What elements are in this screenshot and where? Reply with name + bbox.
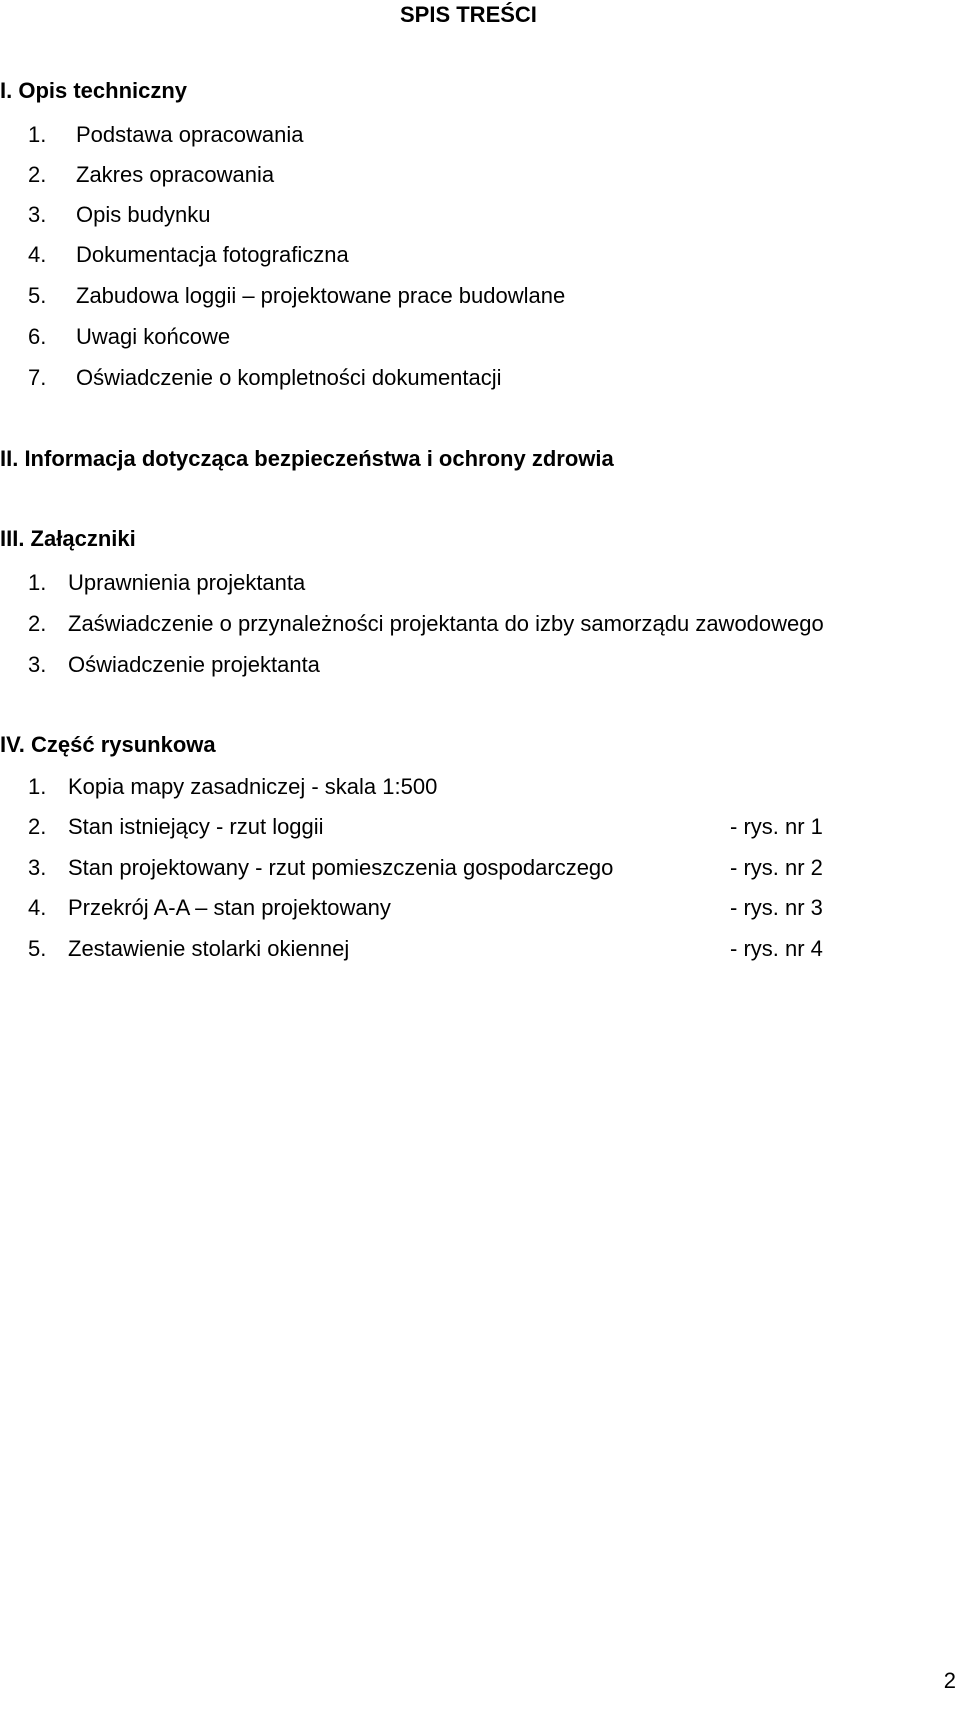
toc-item-number: 4.	[28, 242, 47, 267]
section-heading-opis-techniczny: I. Opis techniczny	[0, 78, 188, 103]
toc-item-text: Przekrój A-A – stan projektowany	[68, 895, 391, 920]
toc-item-number: 3.	[28, 202, 47, 227]
toc-item-text: Stan istniejący - rzut loggii	[68, 814, 324, 839]
toc-item-number: 2.	[28, 162, 47, 187]
section-heading-zalaczniki: III. Załączniki	[0, 526, 136, 551]
section-heading-bioz: II. Informacja dotycząca bezpieczeństwa i ochrony zdrowia	[0, 446, 614, 471]
toc-item-drawing-ref: - rys. nr 2	[730, 855, 823, 880]
toc-item-number: 3.	[28, 855, 47, 880]
toc-item-number: 5.	[28, 936, 47, 961]
toc-item-number: 5.	[28, 283, 47, 308]
toc-item-text: Stan projektowany - rzut pomieszczenia gospodarczego	[68, 855, 614, 880]
toc-item-number: 1.	[28, 570, 47, 595]
toc-item-text: Zabudowa loggii – projektowane prace budowlane	[76, 283, 566, 308]
toc-item-text: Zakres opracowania	[76, 162, 275, 187]
toc-item-text: Zaświadczenie o przynależności projektanta do izby samorządu zawodowego	[68, 611, 824, 636]
toc-item-number: 6.	[28, 324, 47, 349]
toc-item-number: 4.	[28, 895, 47, 920]
toc-item-text: Dokumentacja fotograficzna	[76, 242, 349, 267]
page-title: SPIS TREŚCI	[400, 2, 537, 27]
section-heading-czesc-rysunkowa: IV. Część rysunkowa	[0, 732, 216, 757]
toc-item-text: Uprawnienia projektanta	[68, 570, 306, 595]
toc-item-number: 7.	[28, 365, 47, 390]
toc-item-number: 2.	[28, 611, 47, 636]
toc-item-text: Oświadczenie projektanta	[68, 652, 320, 677]
toc-item-text: Podstawa opracowania	[76, 122, 304, 147]
toc-item-text: Uwagi końcowe	[76, 324, 231, 349]
toc-item-number: 1.	[28, 122, 47, 147]
toc-item-number: 3.	[28, 652, 47, 677]
toc-item-number: 2.	[28, 814, 47, 839]
toc-item-number: 1.	[28, 774, 47, 799]
toc-item-drawing-ref: - rys. nr 1	[730, 814, 823, 839]
toc-item-text: Opis budynku	[76, 202, 211, 227]
toc-item-text: Zestawienie stolarki okiennej	[68, 936, 350, 961]
toc-item-drawing-ref: - rys. nr 4	[730, 936, 823, 961]
toc-item-text: Oświadczenie o kompletności dokumentacji	[76, 365, 502, 390]
toc-item-drawing-ref: - rys. nr 3	[730, 895, 823, 920]
page-number: 2	[943, 1668, 956, 1693]
toc-item-text: Kopia mapy zasadniczej - skala 1:500	[68, 774, 438, 799]
